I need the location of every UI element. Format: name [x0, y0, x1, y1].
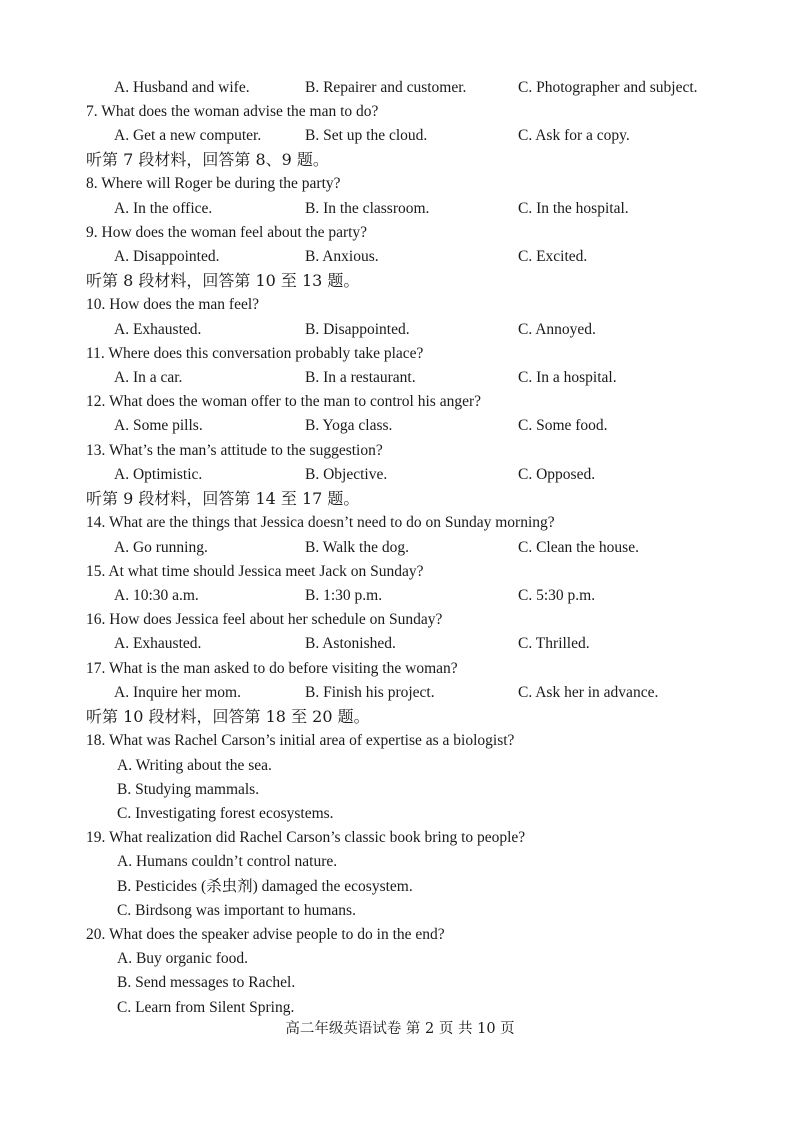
q9-option-a: A. Disappointed. [114, 248, 220, 265]
q10-option-a: A. Exhausted. [114, 321, 202, 338]
q16-option-b: B. Astonished. [305, 635, 396, 652]
q16-option-c: C. Thrilled. [518, 635, 590, 652]
q18-question: 18. What was Rachel Carson’s initial area of expertise as a biologist? [86, 732, 515, 749]
q16-option-a: A. Exhausted. [114, 635, 202, 652]
q20-option-c: C. Learn from Silent Spring. [117, 999, 295, 1016]
q17-option-a: A. Inquire her mom. [114, 684, 241, 701]
q19-option-b: B. Pesticides (杀虫剂) damaged the ecosystem. [117, 878, 413, 895]
q20-option-a: A. Buy organic food. [117, 950, 249, 967]
q12-option-a: A. Some pills. [114, 417, 203, 434]
q9-question: 9. How does the woman feel about the party? [86, 224, 368, 241]
q9-option-b: B. Anxious. [305, 248, 379, 265]
q13-option-a: A. Optimistic. [114, 466, 203, 483]
q15-option-b: B. 1:30 p.m. [305, 587, 383, 604]
q6-option-b: B. Repairer and customer. [305, 79, 467, 96]
q15-question: 15. At what time should Jessica meet Jack on Sunday? [86, 563, 424, 580]
q7-question: 7. What does the woman advise the man to do? [86, 103, 379, 120]
q7-option-b: B. Set up the cloud. [305, 127, 428, 144]
q10-option-b: B. Disappointed. [305, 321, 410, 338]
q8-question: 8. Where will Roger be during the party? [86, 175, 341, 192]
q17-option-c: C. Ask her in advance. [518, 684, 659, 701]
q17-question: 17. What is the man asked to do before visiting the woman? [86, 660, 458, 677]
q15-option-c: C. 5:30 p.m. [518, 587, 596, 604]
q19-question: 19. What realization did Rachel Carson’s classic book bring to people? [86, 829, 526, 846]
q13-question: 13. What’s the man’s attitude to the suggestion? [86, 442, 383, 459]
q14-question: 14. What are the things that Jessica doesn’t need to do on Sunday morning? [86, 514, 555, 531]
section-heading-10: 听第 10 段材料，回答第 18 至 20 题。 [86, 707, 370, 726]
q18-option-b: B. Studying mammals. [117, 781, 260, 798]
q19-option-c: C. Birdsong was important to humans. [117, 902, 356, 919]
q8-option-a: A. In the office. [114, 200, 213, 217]
q18-option-a: A. Writing about the sea. [117, 757, 272, 774]
q12-option-b: B. Yoga class. [305, 417, 393, 434]
q11-option-a: A. In a car. [114, 369, 183, 386]
section-heading-7: 听第 7 段材料，回答第 8、9 题。 [86, 150, 329, 169]
q10-option-c: C. Annoyed. [518, 321, 596, 338]
q14-option-b: B. Walk the dog. [305, 539, 409, 556]
q13-option-b: B. Objective. [305, 466, 388, 483]
q6-option-a: A. Husband and wife. [114, 79, 250, 96]
page-footer: 高二年级英语试卷 第 2 页 共 10 页 [285, 1021, 515, 1037]
q17-option-b: B. Finish his project. [305, 684, 435, 701]
q15-option-a: A. 10:30 a.m. [114, 587, 199, 604]
q19-option-a: A. Humans couldn’t control nature. [117, 853, 338, 870]
q16-question: 16. How does Jessica feel about her schedule on Sunday? [86, 611, 443, 628]
q14-option-c: C. Clean the house. [518, 539, 639, 556]
q8-option-b: B. In the classroom. [305, 200, 430, 217]
q11-option-c: C. In a hospital. [518, 369, 617, 386]
q10-question: 10. How does the man feel? [86, 296, 260, 313]
q14-option-a: A. Go running. [114, 539, 208, 556]
q11-option-b: B. In a restaurant. [305, 369, 416, 386]
section-heading-9: 听第 9 段材料，回答第 14 至 17 题。 [86, 489, 360, 508]
section-heading-8: 听第 8 段材料，回答第 10 至 13 题。 [86, 271, 360, 290]
q6-option-c: C. Photographer and subject. [518, 79, 698, 96]
q8-option-c: C. In the hospital. [518, 200, 629, 217]
q20-question: 20. What does the speaker advise people to do in the end? [86, 926, 445, 943]
q12-option-c: C. Some food. [518, 417, 608, 434]
q13-option-c: C. Opposed. [518, 466, 596, 483]
q20-option-b: B. Send messages to Rachel. [117, 974, 296, 991]
q18-option-c: C. Investigating forest ecosystems. [117, 805, 334, 822]
q12-question: 12. What does the woman offer to the man to control his anger? [86, 393, 482, 410]
q11-question: 11. Where does this conversation probably take place? [86, 345, 424, 362]
q9-option-c: C. Excited. [518, 248, 588, 265]
q7-option-c: C. Ask for a copy. [518, 127, 630, 144]
q7-option-a: A. Get a new computer. [114, 127, 262, 144]
